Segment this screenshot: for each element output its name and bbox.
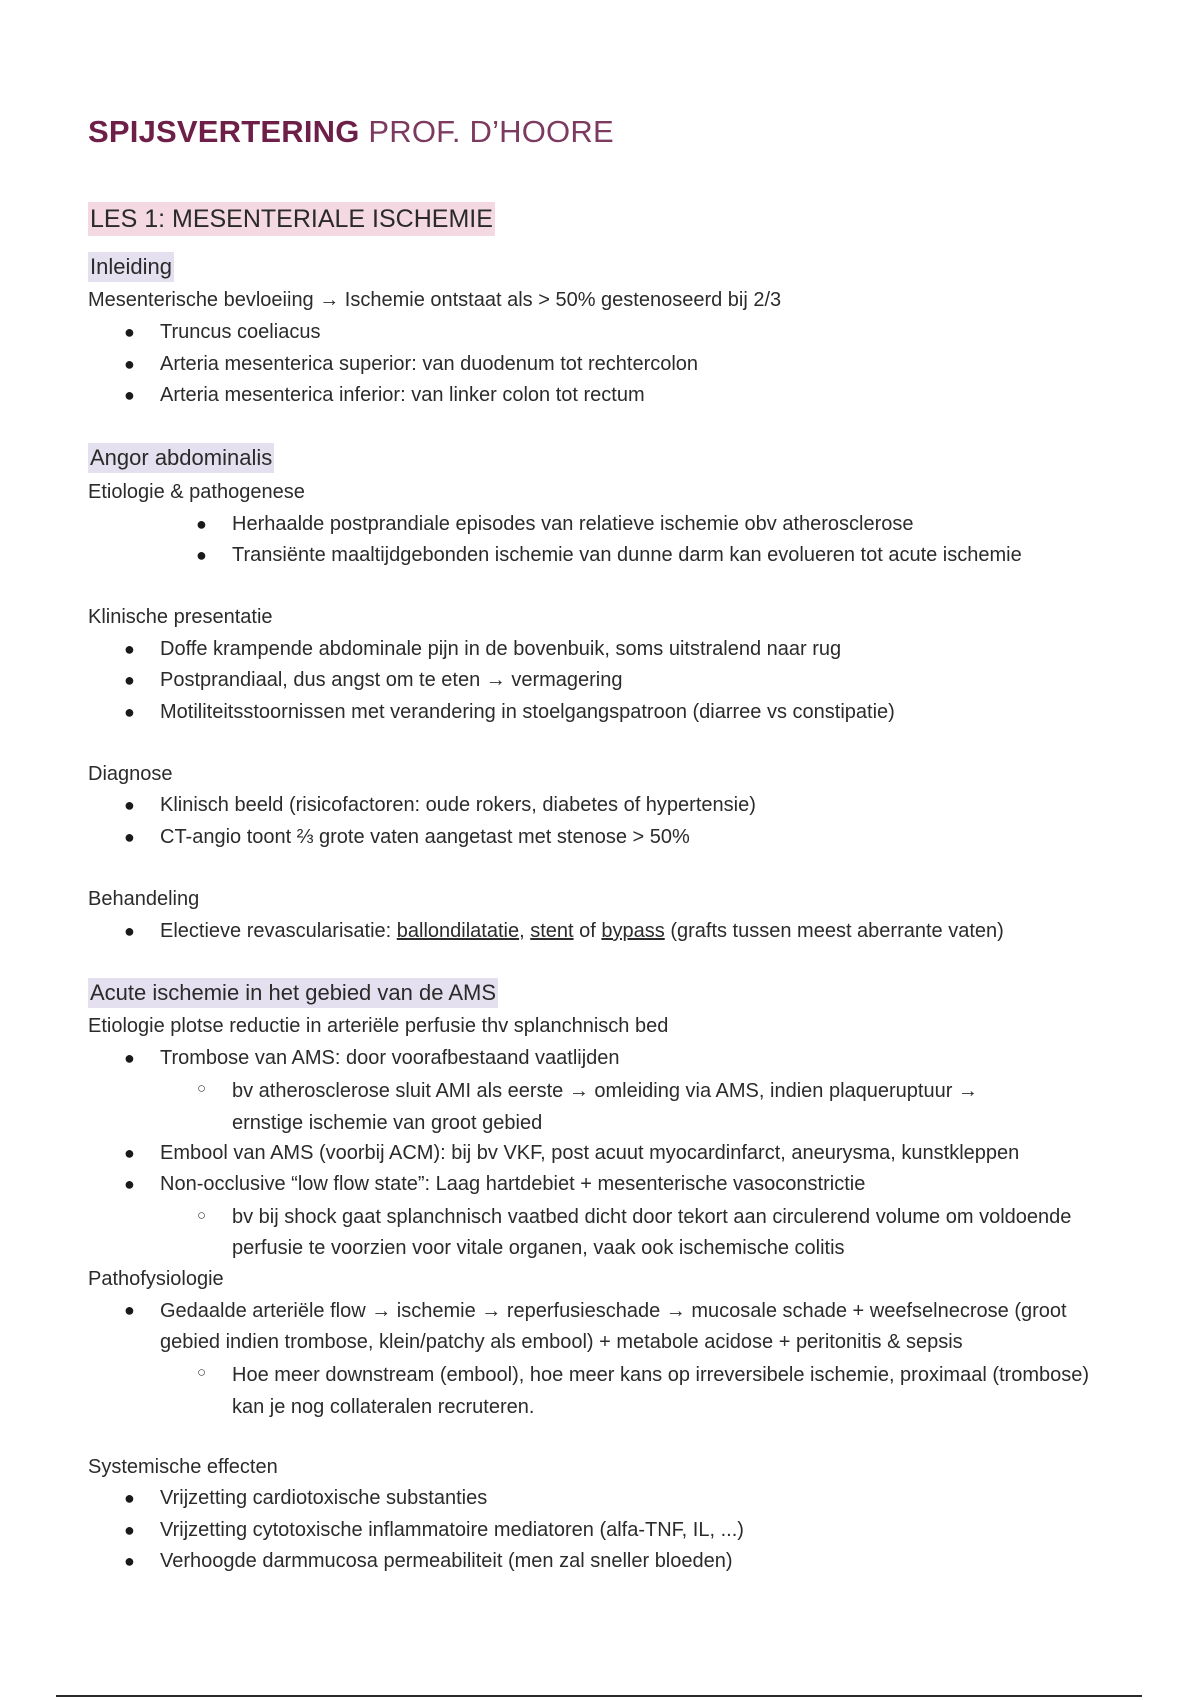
- list-item: Postprandiaal, dus angst om te eten → vermagering: [160, 669, 623, 691]
- list-item: Doffe krampende abdominale pijn in de bovenbuik, soms uitstralend naar rug: [160, 638, 842, 660]
- list-item: [160, 917, 1004, 945]
- bullet-marker: ●: [124, 702, 135, 722]
- subheading-systemisch: Systemische effecten: [88, 1456, 278, 1478]
- separator: ,: [519, 920, 531, 942]
- list-item: Vrijzetting cardiotoxische substanties: [160, 1487, 488, 1509]
- lesson-heading: LES 1: MESENTERIALE ISCHEMIE: [88, 202, 495, 236]
- bullet-marker: ●: [124, 795, 135, 815]
- subheading-etiologie: Etiologie & pathogenese: [88, 481, 305, 503]
- list-item: Non-occlusive “low flow state”: Laag hartdebiet + mesenterische vasoconstrictie: [160, 1173, 866, 1195]
- bullet-marker: ●: [124, 1174, 135, 1194]
- bullet-marker: ●: [124, 1048, 135, 1068]
- bullet-marker: ●: [124, 1300, 135, 1320]
- option-stent: stent: [530, 920, 574, 942]
- bullet-marker: ●: [196, 545, 207, 565]
- footer-divider: [56, 1695, 1142, 1697]
- subheading-diagnose: Diagnose: [88, 763, 173, 785]
- bullet-marker: ●: [124, 1520, 135, 1540]
- bullet-marker: ●: [124, 385, 135, 405]
- sub-bullet-marker: ○: [197, 1080, 207, 1097]
- bullet-marker: ●: [124, 1488, 135, 1508]
- list-item: Arteria mesenterica inferior: van linker colon tot rectum: [160, 384, 645, 406]
- document-title: [88, 114, 614, 150]
- intro-line: Mesenterische bevloeiing → Ischemie ontstaat als > 50% gestenoseerd bij 2/3: [88, 289, 782, 311]
- section-heading-inleiding: Inleiding: [88, 252, 174, 282]
- bullet-marker: ●: [124, 354, 135, 374]
- section-heading-acute: Acute ischemie in het gebied van de AMS: [88, 978, 498, 1008]
- etiologie-intro: Etiologie plotse reductie in arteriële perfusie thv splanchnisch bed: [88, 1015, 669, 1037]
- list-item: Vrijzetting cytotoxische inflammatoire mediatoren (alfa-TNF, IL, ...): [160, 1519, 744, 1541]
- option-ballondilatatie: ballondilatatie: [396, 920, 520, 942]
- bullet-marker: ●: [124, 827, 135, 847]
- list-item: Gedaalde arteriële flow → ischemie → reperfusieschade → mucosale schade + weefselnecrose (groot gebied indien trombose, klein/patchy als embool) + metabole acidose + peritonitis & sepsis: [160, 1300, 1067, 1353]
- sub-bullet-marker: ○: [197, 1364, 207, 1381]
- list-item: Transiënte maaltijdgebonden ischemie van dunne darm kan evolueren tot acute ischemie: [232, 544, 1022, 566]
- bullet-marker: ●: [124, 322, 135, 342]
- list-item: Truncus coeliacus: [160, 321, 321, 343]
- bullet-marker: ●: [124, 639, 135, 659]
- list-item: Verhoogde darmmucosa permeabiliteit (men zal sneller bloeden): [160, 1550, 733, 1572]
- subheading-kliniek: Klinische presentatie: [88, 606, 273, 628]
- list-item: Trombose van AMS: door voorafbestaand vaatlijden: [160, 1047, 620, 1069]
- list-item: Embool van AMS (voorbij ACM): bij bv VKF, post acuut myocardinfarct, aneurysma, kunstkleppen: [160, 1142, 1020, 1164]
- list-item: Klinisch beeld (risicofactoren: oude rokers, diabetes of hypertensie): [160, 794, 756, 816]
- bullet-marker: ●: [196, 514, 207, 534]
- behandeling-prefix: Electieve revascularisatie:: [160, 920, 397, 942]
- option-bypass: bypass: [601, 920, 665, 942]
- subheading-pathofysiologie: Pathofysiologie: [88, 1268, 224, 1290]
- sub-list-item: bv bij shock gaat splanchnisch vaatbed dicht door tekort aan circulerend volume om voldoende perfusie te voorzien voor vitale organen, vaak ook ischemische colitis: [232, 1206, 1072, 1259]
- list-item: Herhaalde postprandiale episodes van relatieve ischemie obv atherosclerose: [232, 513, 914, 535]
- list-item: Arteria mesenterica superior: van duodenum tot rechtercolon: [160, 353, 699, 375]
- list-item: Motiliteitsstoornissen met verandering in stoelgangspatroon (diarree vs constipatie): [160, 701, 895, 723]
- title-professor: PROF. D’HOORE: [368, 114, 614, 149]
- section-heading-angor: Angor abdominalis: [88, 443, 274, 473]
- sub-list-item: Hoe meer downstream (embool), hoe meer kans op irreversibele ischemie, proximaal (trombose) kan je nog collateralen recruteren.: [232, 1364, 1090, 1418]
- list-item: CT-angio toont ⅔ grote vaten aangetast met stenose > 50%: [160, 826, 690, 848]
- subheading-behandeling: Behandeling: [88, 888, 200, 910]
- bullet-marker: ●: [124, 1143, 135, 1163]
- bullet-marker: ●: [124, 1551, 135, 1571]
- separator: of: [573, 920, 602, 942]
- bullet-marker: ●: [124, 921, 135, 941]
- title-course: SPIJSVERTERING: [88, 114, 360, 149]
- bullet-marker: ●: [124, 670, 135, 690]
- sub-list-item: bv atherosclerose sluit AMI als eerste → omleiding via AMS, indien plaqueruptuur → ernstige ischemie van groot gebied: [232, 1080, 978, 1134]
- sub-bullet-marker: ○: [197, 1207, 207, 1224]
- behandeling-suffix: (grafts tussen meest aberrante vaten): [664, 920, 1004, 942]
